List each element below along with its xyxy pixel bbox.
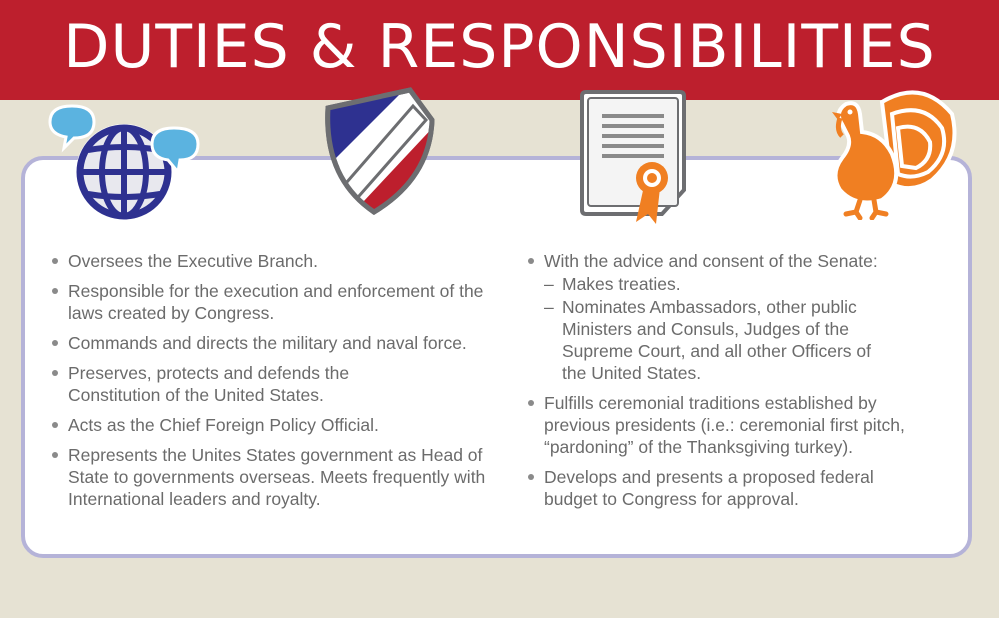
right-duties-list [526, 250, 966, 510]
list-item: Oversees the Executive Branch. [50, 250, 520, 272]
list-item: Fulfills ceremonial traditions established by previous presidents (i.e.: ceremonial first pitch, “pardoning” of the Thanksgiving turkey). [526, 392, 944, 458]
list-item: Acts as the Chief Foreign Policy Official. [50, 414, 520, 436]
certificate-icon [578, 90, 688, 226]
left-column [50, 250, 520, 518]
left-duties-list [50, 250, 520, 510]
turkey-icon [812, 84, 962, 220]
list-item-senate [526, 250, 966, 384]
list-item: Commands and directs the military and naval force. [50, 332, 520, 354]
globe-speech-icon [44, 100, 204, 220]
list-item: Represents the Unites States government as Head of State to governments overseas. Meets frequently with International leaders and royalty. [50, 444, 520, 510]
right-column [526, 250, 966, 518]
senate-sub-list [544, 273, 966, 384]
shield-icon [318, 86, 438, 218]
senate-intro: With the advice and consent of the Senate: [544, 251, 878, 271]
list-item: Responsible for the execution and enforcement of the laws created by Congress. [50, 280, 488, 324]
page-title: DUTIES & RESPONSIBILITIES [63, 12, 936, 82]
list-item: Preserves, protects and defends the Constitution of the United States. [50, 362, 398, 406]
sub-list-item: – Makes treaties. [544, 273, 966, 295]
sub-list-item: – Nominates Ambassadors, other public Ministers and Consuls, Judges of the Supreme Court, and all other Officers of the United States. [544, 296, 892, 384]
list-item: Develops and presents a proposed federal budget to Congress for approval. [526, 466, 924, 510]
